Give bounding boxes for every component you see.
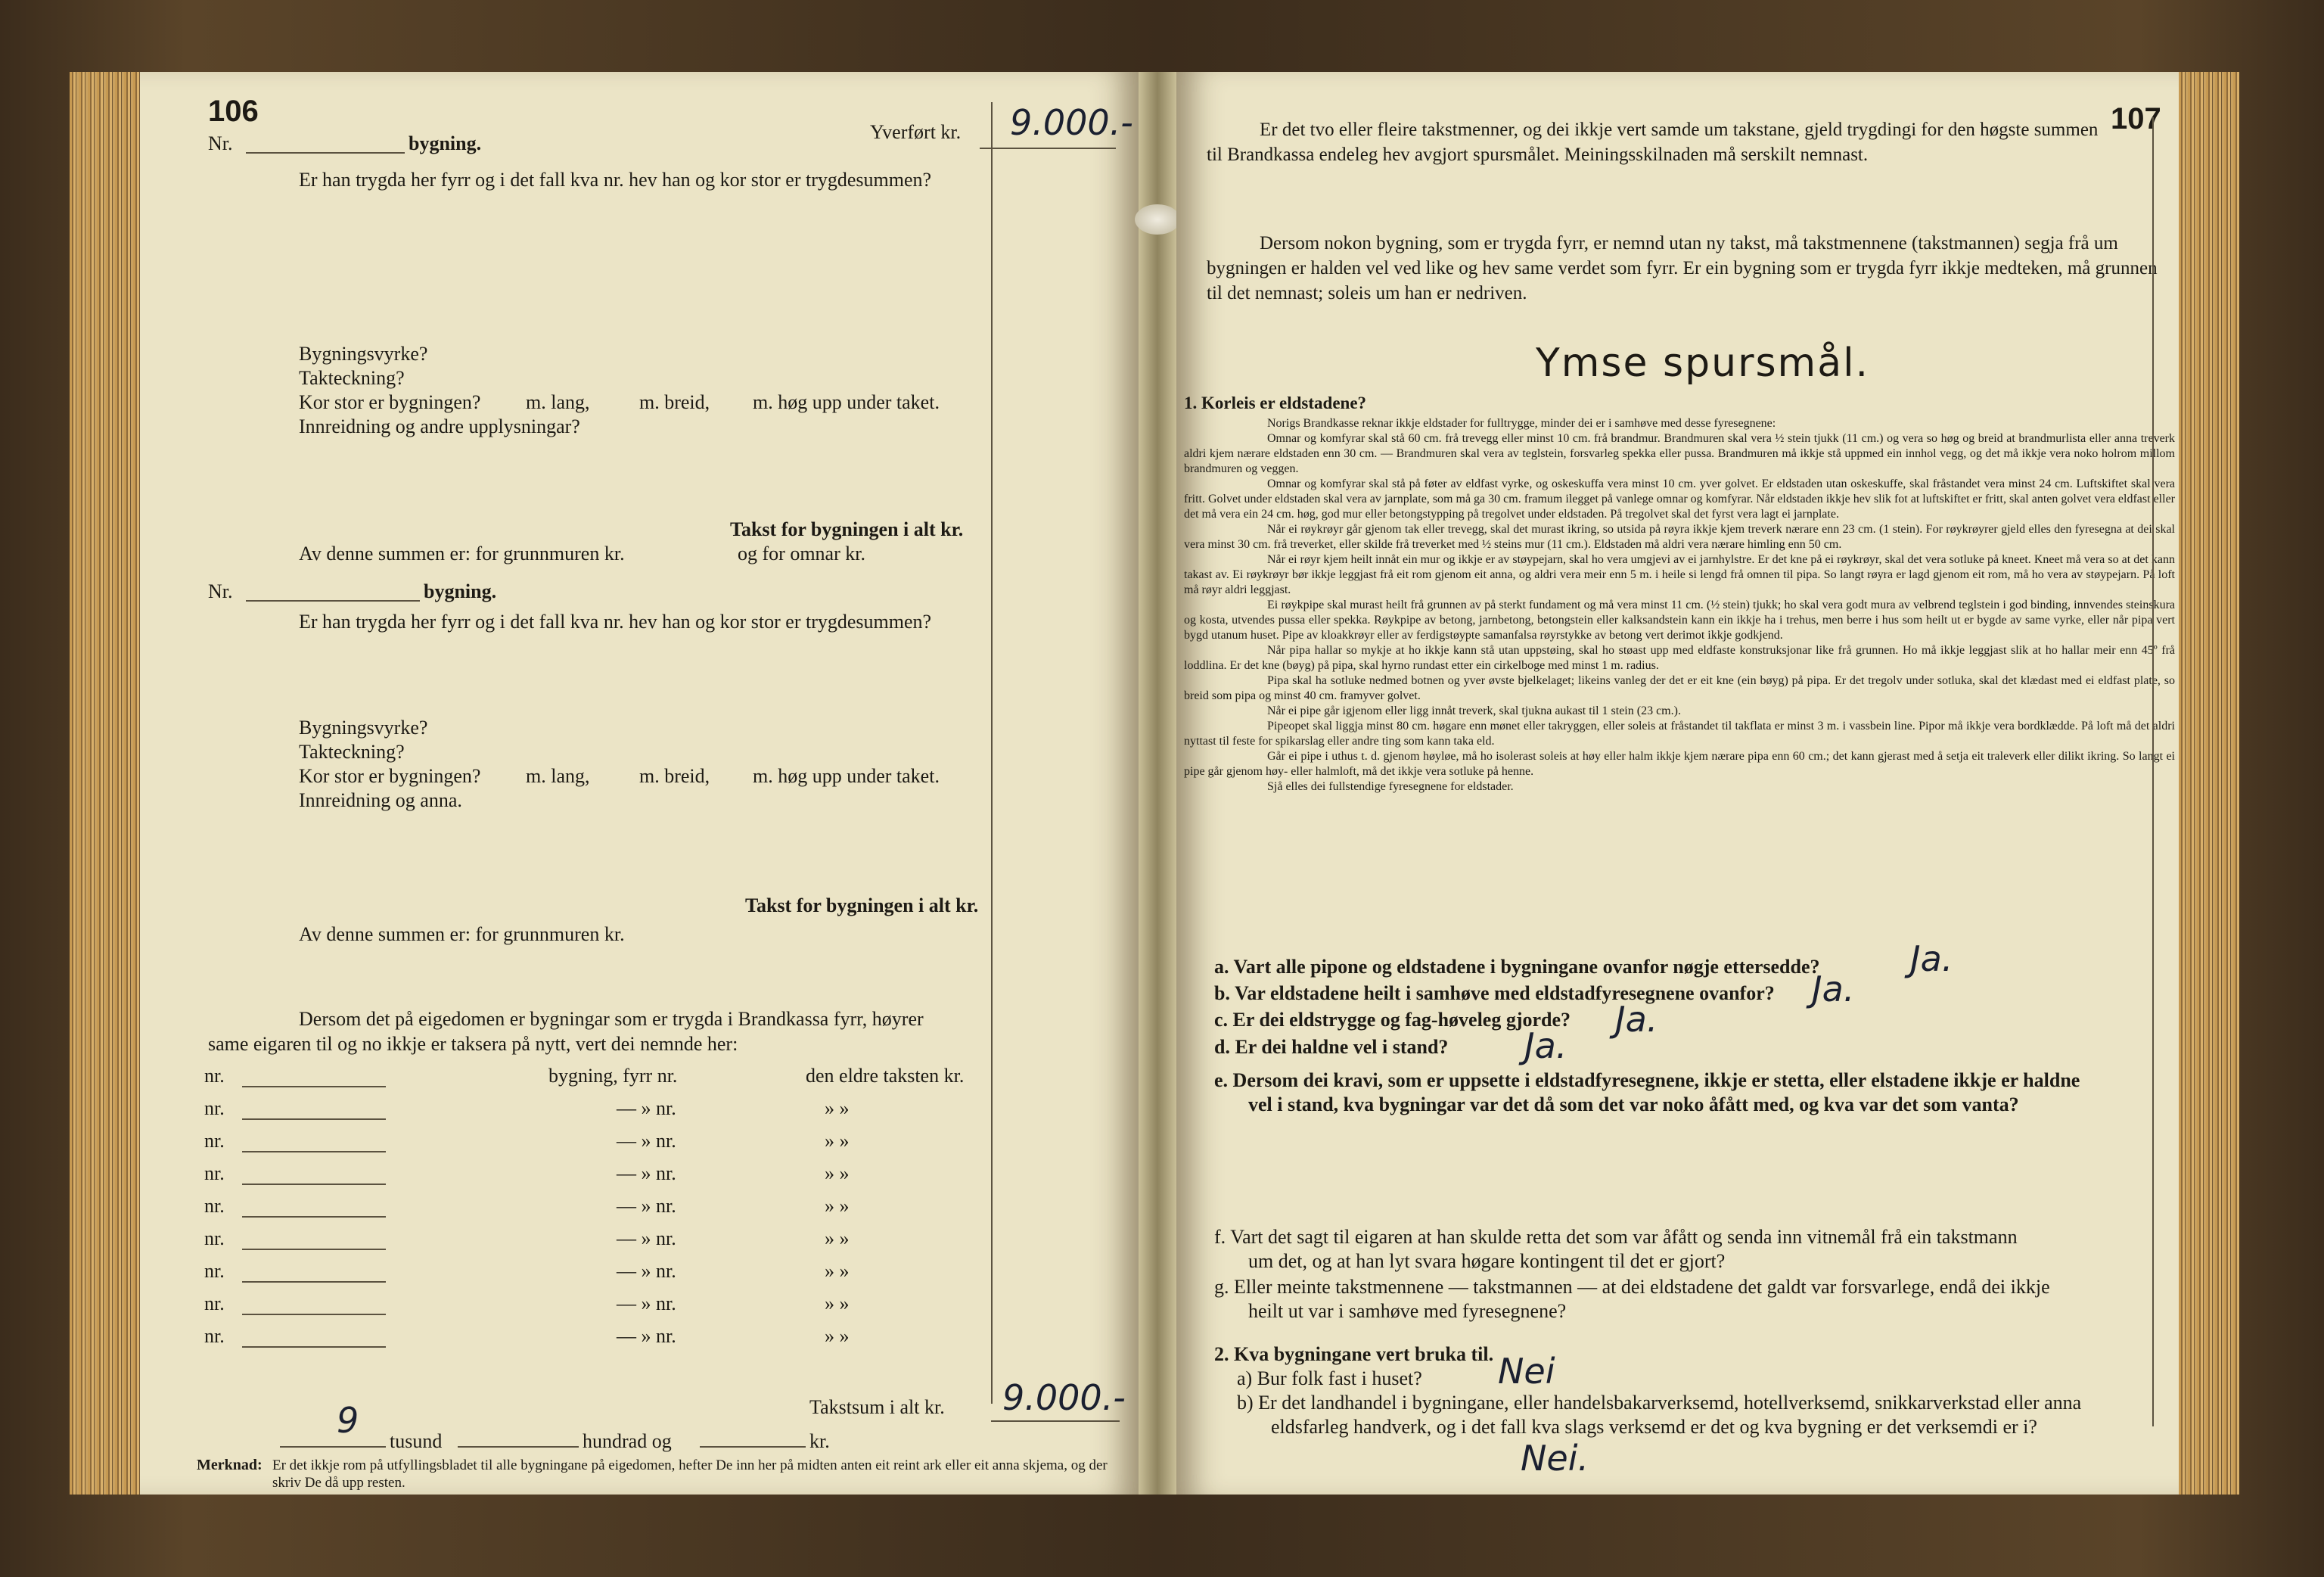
answer-2a: Nei: [1498, 1351, 1555, 1392]
rule-paragraph: Når ei røyr kjem heilt innåt ein mur og ikkje er av støypejarn, skal ho vera umgjevi av ei jarnhylstre. Er det kne på ei røykrøyr, skal det vera sotluke på kneet. Kneet må vera so at det kann takast av. Ei røykrøyr bør ikkje leggjast frå eit rom gjenom eit anna, og aldri vera meir enn 5 m. i heile si lengd frå omnen til pipa. So langt røyra er lagd gjenom eit rom, må ho vera av støypejarn. På loft må røyr aldri leggjast.: [1184, 553, 2175, 596]
kor-stor2-label: Kor stor er bygningen?: [299, 765, 481, 787]
row-nr-label: nr.: [204, 1162, 225, 1184]
right-page: [1176, 72, 2179, 1495]
question-1: 1. Korleis er eldstadene?: [1184, 393, 1367, 412]
row-bygning-label: — » nr.: [617, 1130, 676, 1152]
row-takst-label: » »: [825, 1097, 850, 1119]
bygning2-label: bygning.: [424, 580, 497, 602]
question-c: c. Er dei eldstrygge og fag-høveleg gjorde?: [1214, 1009, 1571, 1031]
page-number: 106: [208, 95, 259, 128]
dersom-line-2: same eigaren til og no ikkje er taksera på nytt, vert dei nemnde her:: [208, 1033, 738, 1055]
right-page-edges: [2179, 72, 2239, 1495]
left-page: [140, 72, 1139, 1495]
question-g-line-2: heilt ut var i samhøve med fyresegnene?: [1248, 1300, 1567, 1322]
row-bygning-label: — » nr.: [617, 1195, 676, 1217]
section-heading: Ymse spursmål.: [1536, 341, 1870, 386]
takstsum-label: Takstsum i alt kr.: [809, 1396, 945, 1418]
book-gutter: [1139, 72, 1176, 1495]
m-breid-2: m. breid,: [639, 765, 710, 787]
answer-c: Ja.: [1615, 999, 1658, 1040]
row-takst-label: » »: [825, 1260, 850, 1282]
row-nr-label: nr.: [204, 1130, 225, 1152]
nr2-label: Nr.: [208, 580, 233, 602]
rule-paragraph: Omnar og komfyrar skal stå 60 cm. frå trevegg eller minst 10 cm. frå brandmur. Brandmuren skal vera ½ stein tjukk (11 cm.) og vera so høg og breid at brandmurlista eller anna treverk aldri kjem nærare eldstaden enn 30 cm. — Brandmuren skal vera av teglstein, forsvarleg spekka eller pussa. Brandmuren må ikkje stå uppmed ein innhol vegg, og det må ikkje vera noko holrom millom brandmuren og veggen.: [1184, 432, 2175, 475]
question-g-line-1: g. Eller meinte takstmennene — takstmannen — at dei eldstadene det galdt var forsvarlege, endå dei ikkje: [1214, 1276, 2050, 1298]
tusund-label: tusund: [390, 1430, 443, 1452]
binding-stitch: [1135, 204, 1180, 235]
rule-paragraph: Pipa skal ha sotluke nedmed botnen og yver øvste bjelkelaget; likeins vanleg der det er eit kne (ein bøyg) på pipa. Er det tregolv under sotluka, skal det klædast med ei eldfast plate, so breid som pipa og minst 40 cm. framyver golvet.: [1184, 674, 2175, 702]
merknad-text: Er det ikkje rom på utfyllingsbladet til alle bygningane på eigedomen, hefter De inn her på midten anten eit reint ark eller eit anna skjema, og der skriv De då upp resten.: [272, 1457, 1108, 1491]
rule-paragraph: Går ei pipe i uthus t. d. gjenom høyløe, må ho isolerast soleis at høy eller halm ikkje kjem nærare pipa enn 60 cm.; det kann gjerast med å setja eit traleverk eller dilikt ikring. So langt ei pipe går gjenom høy- eller halmloft, må det ikkje vera sotluke på henne.: [1184, 750, 2175, 778]
left-page-edges: [70, 72, 141, 1495]
bygningsvyrke2-label: Bygningsvyrke?: [299, 717, 428, 739]
row-nr-label: nr.: [204, 1097, 225, 1119]
kor-stor-label: Kor stor er bygningen?: [299, 391, 481, 413]
row-bygning-label: — » nr.: [617, 1227, 676, 1249]
rule-paragraph: Sjå elles dei fullstendige fyresegnene for eldstader.: [1267, 780, 1514, 793]
bygningsvyrke-label: Bygningsvyrke?: [299, 343, 428, 365]
taktekning-label: Takteckning?: [299, 367, 405, 389]
question-b: b. Var eldstadene heilt i samhøve med eldstadfyresegnene ovanfor?: [1214, 982, 1775, 1004]
takst2-label: Takst for bygningen i alt kr.: [745, 894, 979, 916]
answer-d: Ja.: [1524, 1025, 1567, 1066]
rule-paragraph: Ei røykpipe skal murast heilt frå grunnen av på sterkt fundament og må vera minst 11 cm. (½ stein) tjukk; ho skal vera godt mura av velbrend teglstein i god binding, innvendes steinskura og kosta, utvendes pussa eller spekka. Røykpipe av betong, jarnbetong, betongstein eller kalksandstein kann ein ikkje ha i trehus, men berre i hus som heilt ut er bygde av same vyrke, eller når pipa vert bygd utanum huset. Pipe av kloakkrøyr eller av ferdigstøypte samanfalsa røyrstykke av betong vert derimot ikkje godkjend.: [1184, 599, 2175, 642]
m-hog-2: m. høg upp under taket.: [753, 765, 940, 787]
question-d: d. Er dei haldne vel i stand?: [1214, 1036, 1449, 1058]
answer-b: Ja.: [1812, 969, 1855, 1009]
row-nr-label: nr.: [204, 1227, 225, 1249]
yverfort-label: Yverført kr.: [870, 121, 962, 143]
rule-paragraph: Når ei pipe går igjenom eller ligg innåt treverk, skal tjukna aukast til 1 stein (23 cm.).: [1267, 705, 1681, 717]
question-2b-line-2: eldsfarleg handverk, og i det fall kva slags verksemd er det og kva bygning er det verksemdi er i?: [1271, 1416, 2037, 1438]
m-breid: m. breid,: [639, 391, 710, 413]
question-f-line-1: f. Vart det sagt til eigaren at han skulde retta det som var åfått og senda inn vitnemål frå ein takstmann: [1214, 1226, 2018, 1248]
row-takst-label: » »: [825, 1325, 850, 1347]
dersom-paragraph: Dersom nokon bygning, som er trygda fyrr, er nemnd utan ny takst, må takstmennene (takstmannen) segja frå um bygningen er halden vel ved like og hev same verdet som fyrr. Er ein bygning som er trygda fyrr ikkje medteken, må grunnen til det nemnast; soleis um han er nedriven.: [1207, 233, 2158, 303]
trygda-question-2: Er han trygda her fyrr og i det fall kva nr. hev han og kor stor er trygdesummen?: [299, 611, 932, 633]
yverfort-value: 9.000.-: [1010, 102, 1133, 143]
innreidning2-label: Innreidning og anna.: [299, 789, 462, 811]
row-nr-label: nr.: [204, 1260, 225, 1282]
page-number-right: 107: [2111, 102, 2161, 135]
rule-paragraph: Omnar og komfyrar skal stå på føter av eldfast vyrke, og oskeskuffa vera minst 10 cm. yver golvet. Er eldstaden utan oskeskuffe, skal fråstandet vera minst 24 cm. Luftskiftet skal vera fritt. Golvet under eldstaden skal vera av jarnplate, som må ga 30 cm. framum ilegget på vanlege omnar og komfyrar. Når eldstaden ikkje hev slik fot at luftskiftet er fritt, skal anten golvet vera eldfast eller det må vera ein 24 cm. høg, god mur eller betongstypping på tregolvet under eldstaden. På tregolvet skal det fyrst vera lagt ei jarnplate.: [1184, 477, 2175, 521]
m-lang: m. lang,: [526, 391, 590, 413]
answer-2b: Nei.: [1521, 1438, 1589, 1479]
row-nr-label: nr.: [204, 1292, 225, 1314]
question-2a: a) Bur folk fast i huset?: [1237, 1367, 1422, 1389]
dersom-line-1: Dersom det på eigedomen er bygningar som er trygda i Brandkassa fyrr, høyrer: [299, 1008, 924, 1030]
av-denne-summen-2: Av denne summen er: for grunnmuren kr.: [299, 923, 625, 945]
fire-rules: [1184, 416, 2175, 795]
question-f-line-2: um det, og at han lyt svara høgare kontingent til det er gjort?: [1248, 1250, 1726, 1272]
rule-paragraph: Når pipa hallar so mykje at ho ikkje kann stå utan uppstøing, skal ho støast upp med eldfaste konstruksjonar like frå grunnen. Ho må ikkje leggjast slik at ho hallar meir enn 45º frå loddlina. Er det kne (bøyg) på pipa, skal hyrno rundast etter ein cirkelboge med minst 1 m. radius.: [1184, 644, 2175, 672]
av-denne-summen: Av denne summen er: for grunnmuren kr.: [299, 543, 625, 565]
m-hog: m. høg upp under taket.: [753, 391, 940, 413]
taktekning2-label: Takteckning?: [299, 741, 405, 763]
rule-paragraph: Norigs Brandkasse reknar ikkje eldstader for fulltrygge, minder dei er i samhøve med desse fyresegnene:: [1267, 417, 1776, 430]
rule-paragraph: Når ei røykrøyr går gjenom tak eller trevegg, skal det murast ikring, so utsida på røyra ikkje kjem treverk nærare enn 23 cm. (1 stein). For røykrøyrer gjeld elles den fyresegna at dei skal vera minst 30 cm. frå treverket, eller skilde frå treverket med ½ steins mur (11 cm.). Eldstaden må aldri vera nærare himling enn 50 cm.: [1184, 523, 2175, 551]
row-bygning-label: — » nr.: [617, 1292, 676, 1314]
intro-paragraph: Er det tvo eller fleire takstmenner, og dei ikkje vert samde um takstane, gjeld trygdingi for den høgste summen til Brandkassa endeleg hev avgjort spursmålet. Meiningsskilnaden må serskilt nemnast.: [1207, 120, 2099, 165]
merknad-label: Merknad:: [197, 1457, 263, 1473]
row-nr-label: nr.: [204, 1325, 225, 1347]
bygning-label: bygning.: [409, 132, 482, 154]
row-bygning-label: — » nr.: [617, 1097, 676, 1119]
row-bygning-label: bygning, fyrr nr.: [548, 1065, 678, 1087]
innreidning-label: Innreidning og andre upplysningar?: [299, 415, 580, 437]
row-takst-label: den eldre taksten kr.: [806, 1065, 965, 1087]
row-takst-label: » »: [825, 1292, 850, 1314]
question-e-line-1: e. Dersom dei kravi, som er uppsette i eldstadfyresegnene, ikkje er stetta, eller elstadene ikkje er haldne: [1214, 1069, 2080, 1091]
row-takst-label: » »: [825, 1130, 850, 1152]
row-takst-label: » »: [825, 1195, 850, 1217]
question-e-line-2: vel i stand, kva bygningar var det då som det var noko åfått med, og kva var det som vanta?: [1248, 1093, 2019, 1115]
row-takst-label: » »: [825, 1227, 850, 1249]
row-nr-label: nr.: [204, 1195, 225, 1217]
hundrad-label: hundrad og: [583, 1430, 672, 1452]
question-2b-line-1: b) Er det landhandel i bygningane, eller handelsbakarverksemd, hotellverksemd, snikkarverkstad eller anna: [1237, 1392, 2082, 1414]
question-2: 2. Kva bygningane vert bruka til.: [1214, 1343, 1494, 1365]
row-takst-label: » »: [825, 1162, 850, 1184]
question-a: a. Vart alle pipone og eldstadene i bygningane ovanfor nøgje ettersedde?: [1214, 956, 1820, 978]
answer-a: Ja.: [1910, 938, 1953, 979]
kr-label: kr.: [809, 1430, 830, 1452]
nr-label: Nr.: [208, 132, 233, 154]
tusund-value: 9: [337, 1400, 359, 1441]
row-bygning-label: — » nr.: [617, 1325, 676, 1347]
og-for-omnar: og for omnar kr.: [738, 543, 865, 565]
takstsum-value: 9.000.-: [1002, 1377, 1126, 1418]
rule-paragraph: Pipeopet skal liggja minst 80 cm. høgare enn mønet eller takryggen, eller soleis at fråstandet til takflata er minst 3 m. i vassbein line. Pipor må ikkje vera bordklædde. På loft må det aldri nyttast til feste for spikarslag eller andre ting som kann taka eld.: [1184, 720, 2175, 748]
m-lang-2: m. lang,: [526, 765, 590, 787]
row-nr-label: nr.: [204, 1065, 225, 1087]
takst-label: Takst for bygningen i alt kr.: [730, 518, 964, 540]
row-bygning-label: — » nr.: [617, 1162, 676, 1184]
row-bygning-label: — » nr.: [617, 1260, 676, 1282]
trygda-question: Er han trygda her fyrr og i det fall kva nr. hev han og kor stor er trygdesummen?: [299, 169, 932, 191]
